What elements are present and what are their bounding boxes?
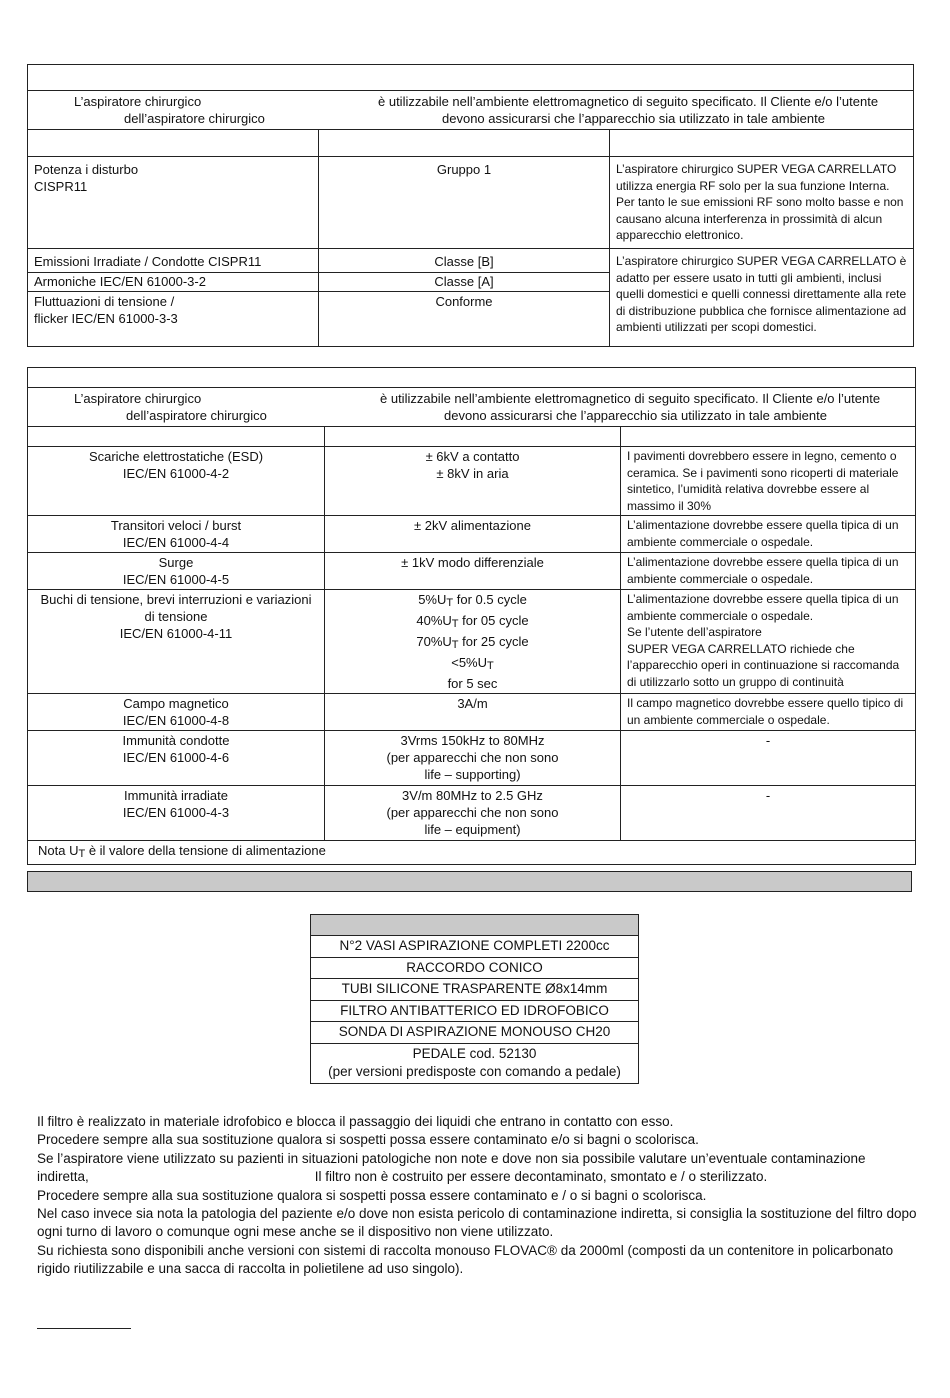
env-cell: -	[621, 731, 916, 786]
table-row	[28, 786, 916, 841]
level-cell: 5%UT for 0.5 cycle 40%UT for 05 cycle 70%UT for 25 cycle <5%UT for 5 sec	[325, 590, 621, 694]
test-cell: Potenza i disturbo CISPR11	[28, 157, 319, 249]
level-cell: Conforme	[319, 292, 610, 347]
immunity-table	[27, 367, 916, 865]
test-cell: Armoniche IEC/EN 61000-3-2	[28, 273, 319, 292]
intro-left-2: dell’aspiratore chirurgico	[124, 111, 265, 126]
emissions-header-row	[28, 130, 914, 157]
env-cell: L’alimentazione dovrebbe essere quella tipica di un ambiente commerciale o ospedale. Se l’utente dell’aspiratore SUPER VEGA CARRELLATO richiede che l’apparecchio operi in continuazione si raccomanda di utilizzarlo sotto un gruppo di continuità	[621, 590, 916, 694]
table-row	[28, 553, 916, 590]
table-row	[28, 157, 914, 249]
level-cell: Classe [B]	[319, 249, 610, 273]
paragraph: Il filtro è realizzato in materiale idrofobico e blocca il passaggio dei liquidi che entrano in contatto con esso.	[37, 1114, 674, 1129]
table-row	[28, 694, 916, 731]
level-cell: ± 2kV alimentazione	[325, 516, 621, 553]
list-item: N°2 VASI ASPIRAZIONE COMPLETI 2200cc	[311, 936, 639, 958]
paragraph: Nel caso invece sia nota la patologia del paziente e/o dove non esista pericolo di contaminazione indiretta, si consiglia la sostituzione del filtro dopo ogni turno di lavoro o comunque ogni mese anche se il dispositivo non viene utilizzato.	[37, 1206, 917, 1240]
accessories-table	[310, 914, 639, 1084]
paragraph: Procedere sempre alla sua sostituzione qualora si sospetti possa essere contaminato e / o si bagni o scolorisca.	[37, 1187, 707, 1203]
emissions-intro-row	[28, 91, 914, 130]
paragraph: Se l’aspiratore viene utilizzato su pazienti in situazioni patologiche non note e dove non sia possibile valutare un’eventuale contaminazione	[37, 1150, 866, 1166]
test-cell: Immunità irradiate IEC/EN 61000-4-3	[28, 786, 325, 841]
paragraph: Su richiesta sono disponibili anche versioni con sistemi di raccolta monouso FLOVAC® da 2000ml (composti da un contenitore in policarbonato rigido riutilizzabile e una sacca di raccolta in polietilene ad uso singolo).	[37, 1242, 894, 1277]
test-cell: Buchi di tensione, brevi interruzioni e variazioni di tensione IEC/EN 61000-4-11	[28, 590, 325, 694]
list-item: FILTRO ANTIBATTERICO ED IDROFOBICO	[311, 1000, 639, 1022]
intro-right-2: devono assicurarsi che l’apparecchio sia utilizzato in tale ambiente	[444, 408, 827, 423]
env-cell: -	[621, 786, 916, 841]
shared-env-cell: L’aspiratore chirurgico SUPER VEGA CARRELLATO è adatto per essere usato in tutti gli ambienti, inclusi quelli domestici e quelli connessi direttamente alla rete di distribuzione pubblica che fornisce alimentazione ad ambienti utilizzati per scopi domestici.	[610, 249, 914, 347]
paragraph: Procedere sempre alla sua sostituzione qualora si sospetti possa essere contaminato e/o si bagni o scolorisca.	[37, 1132, 699, 1148]
test-cell: Scariche elettrostatiche (ESD) IEC/EN 61000-4-2	[28, 447, 325, 516]
level-cell: ± 6kV a contatto ± 8kV in aria	[325, 447, 621, 516]
emissions-title-row	[28, 65, 914, 91]
table-row	[28, 731, 916, 786]
test-cell: Emissioni Irradiate / Condotte CISPR11	[28, 249, 319, 273]
filter-description	[37, 1113, 917, 1279]
test-cell: Campo magnetico IEC/EN 61000-4-8	[28, 694, 325, 731]
table-row	[28, 447, 916, 516]
table-row	[28, 590, 916, 694]
env-cell: L’alimentazione dovrebbe essere quella tipica di un ambiente commerciale o ospedale.	[621, 516, 916, 553]
test-cell: Transitori veloci / burst IEC/EN 61000-4-4	[28, 516, 325, 553]
level-cell: 3V/m 80MHz to 2.5 GHz (per apparecchi che non sono life – equipment)	[325, 786, 621, 841]
test-cell: Fluttuazioni di tensione / flicker IEC/EN 61000-3-3	[28, 292, 319, 347]
list-item: TUBI SILICONE TRASPARENTE Ø8x14mm	[311, 979, 639, 1001]
immunity-title-row	[28, 368, 916, 388]
env-cell: L’aspiratore chirurgico SUPER VEGA CARRELLATO utilizza energia RF solo per la sua funzione Interna. Per tanto le sue emissioni RF sono molto basse e non causano alcuna interferenza in prossimità di alcun apparecchio elettronico.	[610, 157, 914, 249]
env-cell: Il campo magnetico dovrebbe essere quello tipico di un ambiente commerciale o ospedale.	[621, 694, 916, 731]
level-cell: Classe [A]	[319, 273, 610, 292]
env-cell: L’alimentazione dovrebbe essere quella tipica di un ambiente commerciale o ospedale.	[621, 553, 916, 590]
immunity-header-row	[28, 427, 916, 447]
immunity-intro-row	[28, 388, 916, 427]
table-row	[28, 249, 914, 273]
level-cell: ± 1kV modo differenziale	[325, 553, 621, 590]
test-cell: Immunità condotte IEC/EN 61000-4-6	[28, 731, 325, 786]
list-item: PEDALE cod. 52130 (per versioni predisposte con comando a pedale)	[311, 1043, 639, 1083]
level-cell: 3A/m	[325, 694, 621, 731]
list-item: RACCORDO CONICO	[311, 957, 639, 979]
intro-left-1: L’aspiratore chirurgico	[74, 391, 202, 406]
paragraph: indiretta, Il filtro non è costruito per essere decontaminato, smontato e / o sterilizzato.	[37, 1169, 768, 1185]
list-item: SONDA DI ASPIRAZIONE MONOUSO CH20	[311, 1022, 639, 1044]
intro-left-1: L’aspiratore chirurgico	[74, 94, 202, 109]
intro-right-1: è utilizzabile nell’ambiente elettromagnetico di seguito specificato. Il Cliente e/o l’utente	[380, 391, 881, 406]
intro-left-2: dell’aspiratore chirurgico	[126, 408, 267, 423]
intro-right-2: devono assicurarsi che l’apparecchio sia utilizzato in tale ambiente	[442, 111, 825, 126]
level-cell: 3Vrms 150kHz to 80MHz (per apparecchi che non sono life – supporting)	[325, 731, 621, 786]
level-cell: Gruppo 1	[319, 157, 610, 249]
env-cell: I pavimenti dovrebbero essere in legno, cemento o ceramica. Se i pavimenti sono ricoperti di materiale sintetico, l’umidità relativa dovrebbe essere al massimo il 30%	[621, 447, 916, 516]
emissions-table	[27, 64, 914, 347]
section-header-bar	[27, 871, 912, 892]
footnote-separator	[37, 1328, 131, 1329]
accessories-header	[311, 915, 639, 936]
note-row: Nota UT è il valore della tensione di alimentazione	[28, 841, 916, 865]
table-row	[28, 516, 916, 553]
test-cell: Surge IEC/EN 61000-4-5	[28, 553, 325, 590]
intro-right-1: è utilizzabile nell’ambiente elettromagnetico di seguito specificato. Il Cliente e/o l’utente	[378, 94, 879, 109]
